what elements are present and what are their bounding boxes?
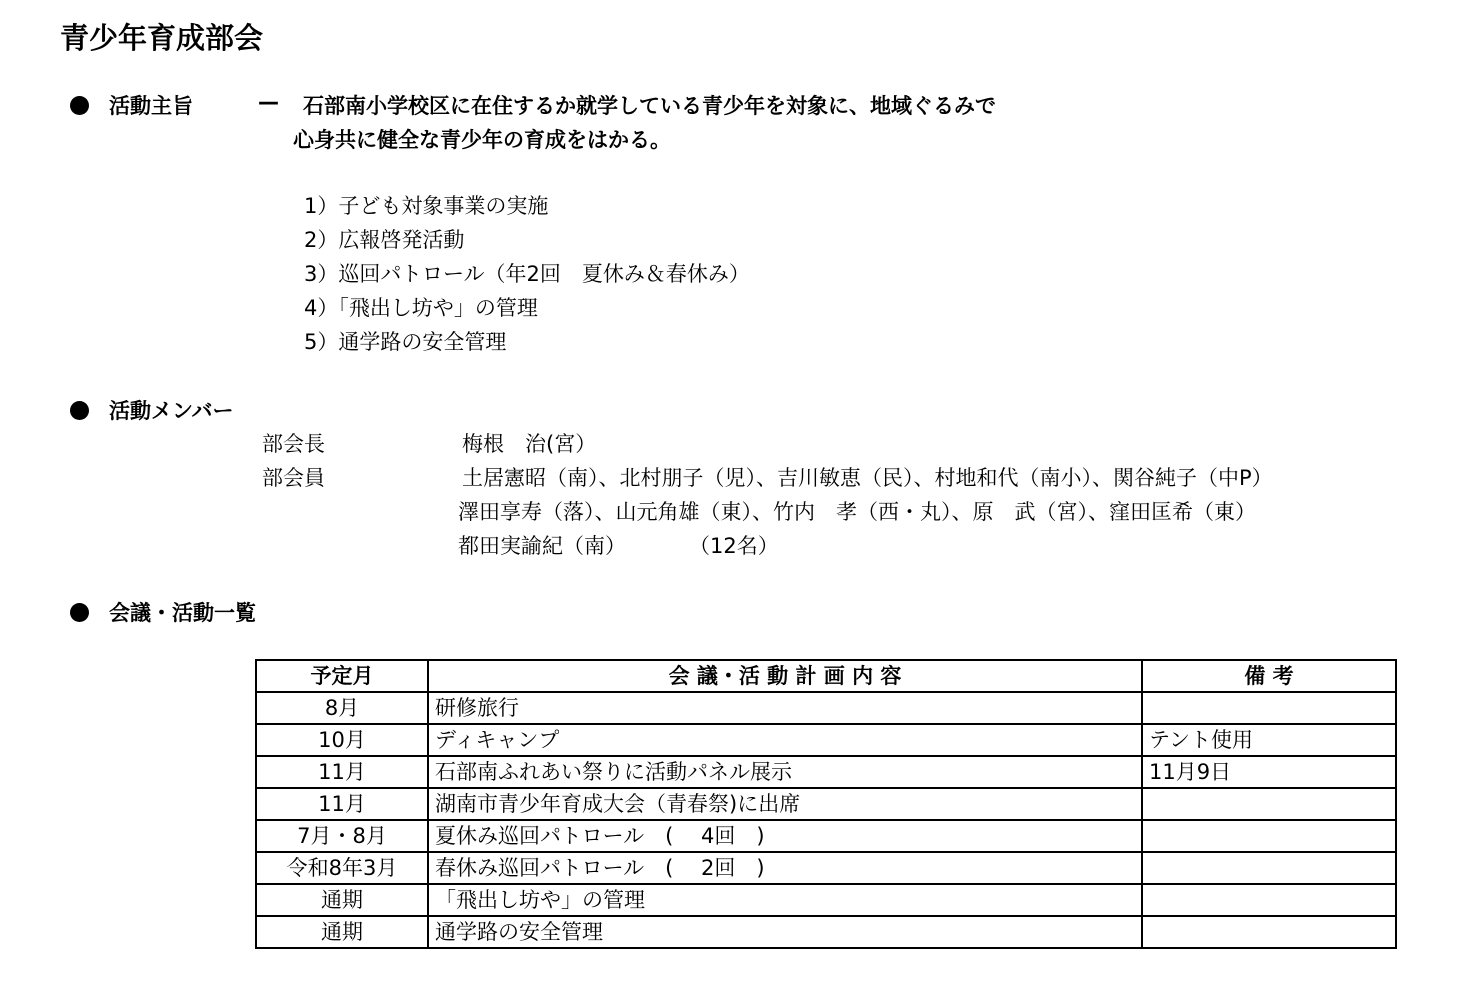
cell-month: 通期 [256, 884, 428, 916]
table-row [256, 788, 1396, 820]
cell-content: ディキャンプ [428, 724, 1142, 756]
cell-note: 11月9日 [1142, 756, 1396, 788]
goal-item: 2）広報啓発活動 [304, 228, 465, 252]
cell-content: 「飛出し坊や」の管理 [428, 884, 1142, 916]
chair-role: 部会長 [262, 432, 325, 456]
section-schedule-label: 会議・活動一覧 [109, 601, 256, 625]
goal-item: 3）巡回パトロール（年2回 夏休み＆春休み） [304, 262, 750, 286]
goal-item: 1）子ども対象事業の実施 [304, 194, 549, 218]
section-schedule-heading [70, 597, 256, 627]
schedule-table [255, 659, 1397, 949]
cell-note [1142, 884, 1396, 916]
purpose-dash: — [258, 90, 279, 114]
purpose-line-2: 心身共に健全な青少年の育成をはかる。 [293, 128, 671, 152]
cell-note [1142, 916, 1396, 948]
cell-month: 11月 [256, 756, 428, 788]
cell-content: 通学路の安全管理 [428, 916, 1142, 948]
cell-note [1142, 820, 1396, 852]
bullet-icon [70, 96, 89, 115]
member-line: 土居憲昭（南）、北村朋子（児）、吉川敏恵（民）、村地和代（南小）、関谷純子（中P） [462, 466, 1273, 490]
cell-content: 春休み巡回パトロール ( 2回 ) [428, 852, 1142, 884]
bullet-icon [70, 401, 89, 420]
cell-content: 石部南ふれあい祭りに活動パネル展示 [428, 756, 1142, 788]
table-row [256, 724, 1396, 756]
cell-note [1142, 852, 1396, 884]
goal-item: 4）「飛出し坊や」の管理 [304, 296, 538, 320]
table-row [256, 820, 1396, 852]
section-members-heading [70, 395, 234, 425]
table-row [256, 916, 1396, 948]
table-row [256, 756, 1396, 788]
cell-month: 通期 [256, 916, 428, 948]
chair-name: 梅根 治(宮） [462, 432, 597, 456]
cell-month: 10月 [256, 724, 428, 756]
header-month: 予定月 [256, 660, 428, 692]
table-row [256, 692, 1396, 724]
table-row [256, 884, 1396, 916]
cell-content: 夏休み巡回パトロール ( 4回 ) [428, 820, 1142, 852]
table-row [256, 852, 1396, 884]
cell-content: 研修旅行 [428, 692, 1142, 724]
cell-note: テント使用 [1142, 724, 1396, 756]
cell-month: 8月 [256, 692, 428, 724]
cell-month: 11月 [256, 788, 428, 820]
table-header-row [256, 660, 1396, 692]
header-note: 備 考 [1142, 660, 1396, 692]
bullet-icon [70, 603, 89, 622]
purpose-line-1: 石部南小学校区に在住するか就学している青少年を対象に、地域ぐるみで [303, 94, 996, 118]
page-title: 青少年育成部会 [60, 21, 264, 55]
section-purpose-heading [70, 90, 193, 120]
section-purpose-label: 活動主旨 [109, 94, 193, 118]
cell-month: 7月・8月 [256, 820, 428, 852]
cell-note [1142, 692, 1396, 724]
member-role: 部会員 [262, 466, 325, 490]
member-line: 都田実諭紀（南） （12名） [458, 534, 779, 558]
member-line: 澤田享寿（落）、山元角雄（東）、竹内 孝（西・丸）、原 武（宮）、窪田匡希（東） [458, 500, 1256, 524]
cell-month: 令和8年3月 [256, 852, 428, 884]
goal-item: 5）通学路の安全管理 [304, 330, 507, 354]
header-content: 会 議・活 動 計 画 内 容 [428, 660, 1142, 692]
cell-content: 湖南市青少年育成大会（青春祭)に出席 [428, 788, 1142, 820]
section-members-label: 活動メンバー [109, 399, 234, 423]
cell-note [1142, 788, 1396, 820]
